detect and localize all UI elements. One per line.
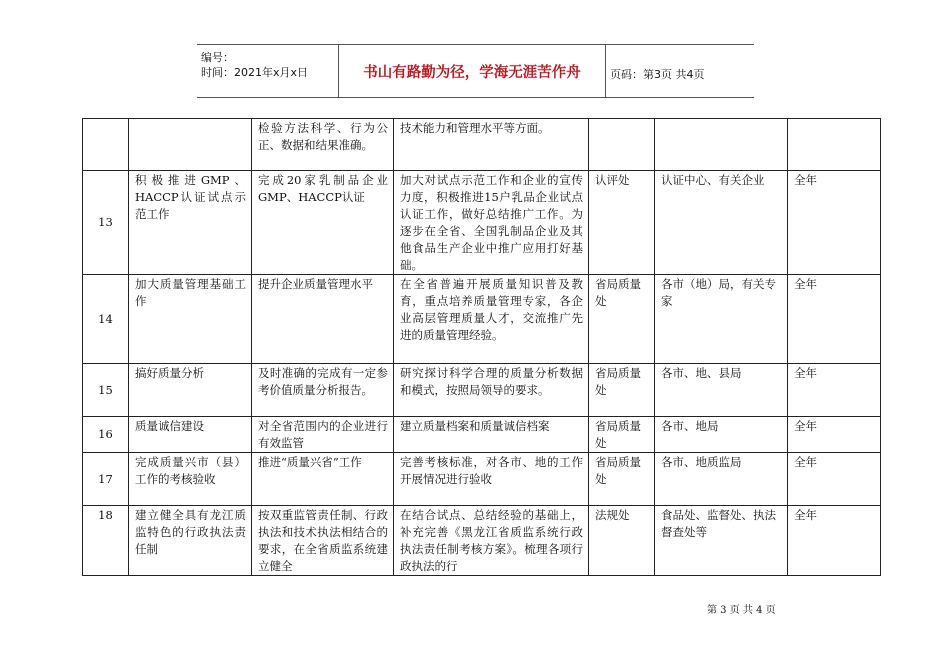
lead-dept-cell: 省局质量处 <box>589 275 655 364</box>
table-row <box>83 453 881 506</box>
task-cell <box>129 119 252 171</box>
header-meta <box>201 50 308 80</box>
row-number: 14 <box>83 275 129 364</box>
task-cell: 积极推进GMP、HACCP认证试点示范工作 <box>129 171 252 275</box>
lead-dept-cell: 省局质量处 <box>589 453 655 506</box>
table-row <box>83 364 881 417</box>
header-motto: 书山有路勤为径，学海无涯苦作舟 <box>363 64 581 81</box>
lead-dept-cell: 省局质量处 <box>589 364 655 417</box>
goal-cell: 提升企业质量管理水平 <box>252 275 394 364</box>
task-cell: 质量诚信建设 <box>129 417 252 453</box>
goal-cell: 检验方法科学、行为公正、数据和结果准确。 <box>252 119 394 171</box>
measure-cell: 在全省普遍开展质量知识普及教育，重点培养质量管理专家，各企业高层管理质量人才，交流推广先进的质量管理经验。 <box>394 275 589 364</box>
time-cell: 全年 <box>788 275 881 364</box>
row-number: 18 <box>83 506 129 576</box>
row-number: 16 <box>83 417 129 453</box>
measure-cell: 加大对试点示范工作和企业的宣传力度，积极推进15户乳品企业试点认证工作，做好总结推广工作。为逐步在全省、全国乳制品企业及其他食品生产企业中推广应用打好基础。 <box>394 171 589 275</box>
lead-dept-cell: 法规处 <box>589 506 655 576</box>
page-indicator: 页码：第3页 共4页 <box>610 68 705 81</box>
table-row <box>83 171 881 275</box>
coop-dept-cell <box>655 119 788 171</box>
row-number: 15 <box>83 364 129 417</box>
measure-cell: 建立质量档案和质量诚信档案 <box>394 417 589 453</box>
task-cell: 完成质量兴市（县）工作的考核验收 <box>129 453 252 506</box>
task-cell: 建立健全具有龙江质监特色的行政执法责任制 <box>129 506 252 576</box>
coop-dept-cell: 认证中心、有关企业 <box>655 171 788 275</box>
goal-cell: 按双重监管责任制、行政执法和技术执法相结合的要求，在全省质监系统建立健全 <box>252 506 394 576</box>
time-cell: 全年 <box>788 171 881 275</box>
row-number <box>83 119 129 171</box>
measure-cell: 技术能力和管理水平等方面。 <box>394 119 589 171</box>
time-cell <box>788 119 881 171</box>
goal-cell: 对全省范围内的企业进行有效监管 <box>252 417 394 453</box>
measure-cell: 研究探讨科学合理的质量分析数据和模式，按照局领导的要求。 <box>394 364 589 417</box>
page-footer: 第 3 页 共 4 页 <box>707 605 776 616</box>
header-divider <box>605 45 606 97</box>
goal-cell: 完成20家乳制品企业GMP、HACCP认证 <box>252 171 394 275</box>
table-row <box>83 417 881 453</box>
coop-dept-cell: 各市、地质监局 <box>655 453 788 506</box>
time-cell: 全年 <box>788 506 881 576</box>
measure-cell: 在结合试点、总结经验的基础上，补充完善《黑龙江省质监系统行政执法责任制考核方案》。梳理各项行政执法的行 <box>394 506 589 576</box>
coop-dept-cell: 各市、地、县局 <box>655 364 788 417</box>
lead-dept-cell <box>589 119 655 171</box>
row-number: 13 <box>83 171 129 275</box>
row-number: 17 <box>83 453 129 506</box>
goal-cell: 及时准确的完成有一定参考价值质量分析报告。 <box>252 364 394 417</box>
date-label: 时间：2021年x月x日 <box>201 66 309 79</box>
number-label: 编号： <box>201 51 234 64</box>
coop-dept-cell: 各市、地局 <box>655 417 788 453</box>
goal-cell: 推进“质量兴省”工作 <box>252 453 394 506</box>
lead-dept-cell: 省局质量处 <box>589 417 655 453</box>
task-cell: 加大质量管理基础工作 <box>129 275 252 364</box>
time-cell: 全年 <box>788 364 881 417</box>
table-row <box>83 119 881 171</box>
table-row <box>83 506 881 576</box>
table-row <box>83 275 881 364</box>
work-plan-table <box>82 118 881 576</box>
lead-dept-cell: 认评处 <box>589 171 655 275</box>
task-cell: 搞好质量分析 <box>129 364 252 417</box>
coop-dept-cell: 食品处、监督处、执法督查处等 <box>655 506 788 576</box>
time-cell: 全年 <box>788 453 881 506</box>
time-cell: 全年 <box>788 417 881 453</box>
document-header <box>197 44 754 98</box>
measure-cell: 完善考核标准，对各市、地的工作开展情况进行验收 <box>394 453 589 506</box>
coop-dept-cell: 各市（地）局，有关专家 <box>655 275 788 364</box>
